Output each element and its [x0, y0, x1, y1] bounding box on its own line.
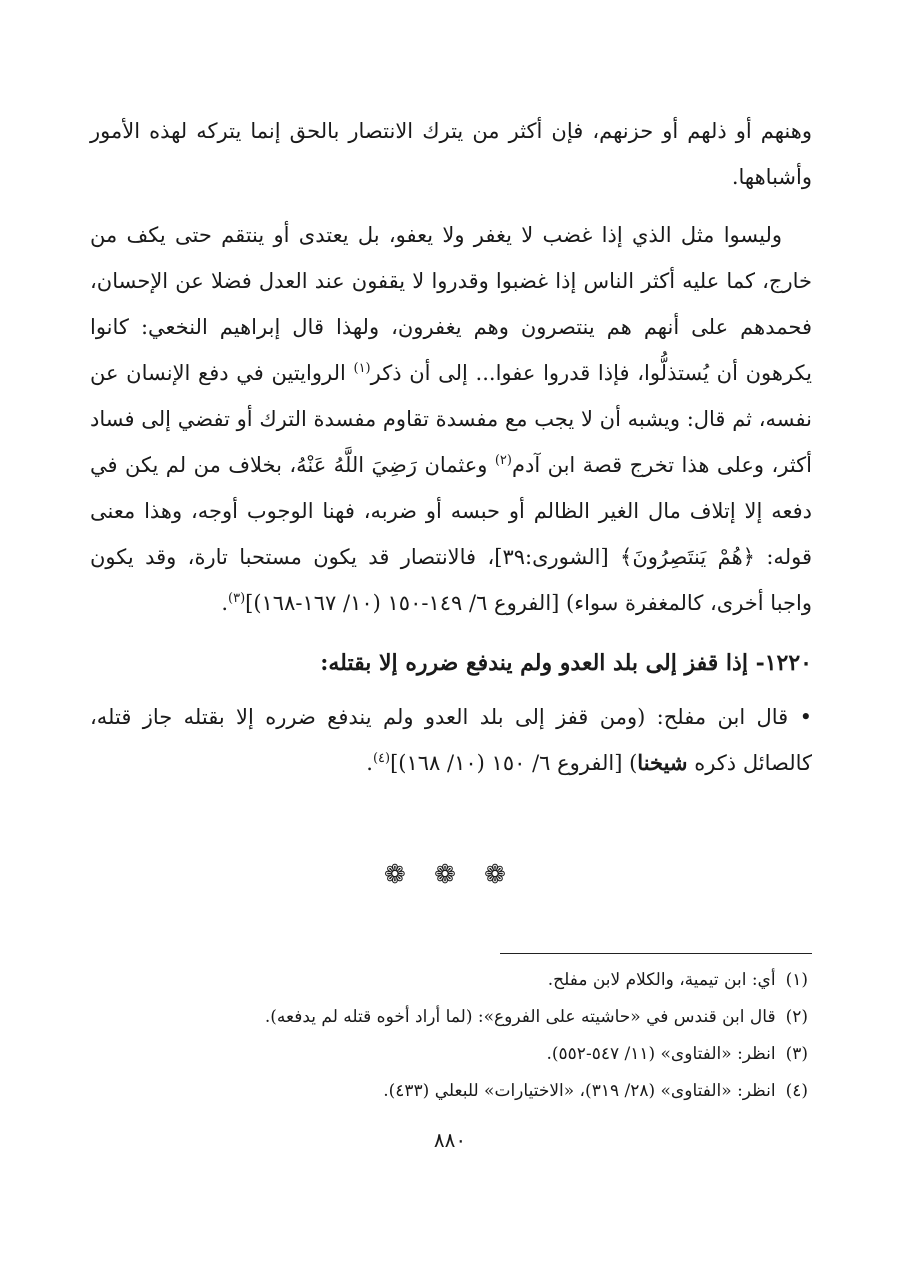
paragraph-1: وهنهم أو ذلهم أو حزنهم، فإن أكثر من يترك الانتصار بالحق إنما يتركه لهذه الأمور وأشباهها.: [90, 119, 812, 189]
footnote-ref-4[interactable]: (٤): [372, 751, 391, 766]
bullet-tail: ) [الفروع ٦/ ١٥٠ (١٠/ ١٦٨)]: [390, 751, 638, 775]
section-ornament: ❁ ❁ ❁: [384, 860, 516, 890]
footnote-number: (٣): [785, 1044, 808, 1064]
footnote-ref-3[interactable]: (٣): [228, 591, 246, 606]
footnote-4: [88, 1073, 808, 1110]
paragraph-2-part-2: الروايتين في دفع الإنسان عن نفسه، ثم قال: ويشبه أن لا يجب مع مفسدة تقاوم مفسدة الترك أو تفضي إلى فساد أكثر، وعلى هذا تخرج قصة ابن آدم: [90, 361, 812, 477]
footnote-ref-1[interactable]: (١): [353, 361, 371, 376]
section-heading: ١٢٢٠- إذا قفز إلى بلد العدو ولم يندفع ضرره إلا بقتله:: [320, 650, 812, 676]
footnote-separator: [500, 953, 812, 954]
footnote-number: (٢): [785, 1007, 808, 1027]
footnotes: [88, 962, 808, 1110]
footnote-text: انظر: «الفتاوى» (٢٨/ ٣١٩)، «الاختيارات» للبعلي (٤٣٣).: [383, 1081, 776, 1101]
footnote-number: (٤): [785, 1081, 808, 1101]
bullet-text: • قال ابن مفلح: (ومن قفز إلى بلد العدو ولم يندفع ضرره إلا بقتله جاز قتله، كالصائل ذكره: [90, 705, 812, 775]
footnote-text: أي: ابن تيمية، والكلام لابن مفلح.: [547, 970, 776, 990]
paragraph-2-part-1: وليسوا مثل الذي إذا غضب لا يغفر ولا يعفو، بل يعتدى أو ينتقم حتى يكف من خارج، كما عليه أكثر الناس إذا غضبوا وقدروا لا يقفون عند العدل فضلا عن الإحسان، فحمدهم على أنهم هم ينتصرون وهم يغفرون، ولهذا قال إبراهيم النخعي: كانوا يكرهون أن يُستذلُّوا، فإذا قدروا عفوا... إلى أن ذكر: [90, 223, 812, 385]
main-text: [90, 108, 812, 786]
footnote-text: انظر: «الفتاوى» (١١/ ٥٤٧-٥٥٢).: [546, 1044, 776, 1064]
footnote-1: [88, 962, 808, 999]
bullet-paragraph: • قال ابن مفلح: (ومن قفز إلى بلد العدو ولم يندفع ضرره إلا بقتله جاز قتله، كالصائل ذكره شيخنا) [الفروع ٦/ ١٥٠ (١٠/ ١٦٨)]$^{(٤)}$.: [90, 705, 812, 775]
bold-word: شيخنا: [637, 750, 688, 775]
paragraph-2-part-3: وعثمان رَضِيَ اللَّهُ عَنْهُ، بخلاف من لم يكن في دفعه إلا إتلاف مال الغير الظالم أو حبسه أو ضربه، فهنا الوجوب أوجه، وهذا معنى قوله: ﴿هُمْ يَنتَصِرُونَ﴾ [الشورى:٣٩]، فالانتصار قد يكون مستحبا تارة، وقد يكون واجبا أخرى، كالمغفرة سواء) [الفروع ٦/ ١٤٩-١٥٠ (١٠/ ١٦٧-١٦٨)]: [90, 453, 812, 615]
paragraph-2: وليسوا مثل الذي إذا غضب لا يغفر ولا يعفو، بل يعتدى أو ينتقم حتى يكف من خارج، كما عليه أكثر الناس إذا غضبوا وقدروا لا يقفون عند العدل فضلا عن الإحسان، فحمدهم على أنهم هم ينتصرون وهم يغفرون، ولهذا قال إبراهيم النخعي: كانوا يكرهون أن يُستذلُّوا، فإذا قدروا عفوا... إلى أن ذكر$^{(١)}$ الروايتين في دفع الإنسان عن نفسه، ثم قال: ويشبه أن لا يجب مع مفسدة تقاوم مفسدة الترك أو تفضي إلى فساد أكثر، وعلى هذا تخرج قصة ابن آدم$^{(٢)}$ وعثمان رَضِيَ اللَّهُ عَنْهُ، بخلاف من لم يكن في دفعه إلا إتلاف مال الغير الظالم أو حبسه أو ضربه، فهنا الوجوب أوجه، وهذا معنى قوله: ﴿هُمْ يَنتَصِرُونَ﴾ [الشورى:٣٩]، فالانتصار قد يكون مستحبا تارة، وقد يكون واجبا أخرى، كالمغفرة سواء) [الفروع ٦/ ١٤٩-١٥٠ (١٠/ ١٦٧-١٦٨)]$^{(٣)}$.: [90, 223, 812, 615]
footnote-2: [88, 999, 808, 1036]
footnote-number: (١): [785, 970, 808, 990]
page-number: ٨٨٠: [433, 1128, 467, 1152]
footnote-ref-2[interactable]: (٢): [494, 453, 512, 468]
footnote-text: قال ابن قندس في «حاشيته على الفروع»: (لما أراد أخوه قتله لم يدفعه).: [264, 1007, 776, 1027]
footnote-3: [88, 1036, 808, 1073]
